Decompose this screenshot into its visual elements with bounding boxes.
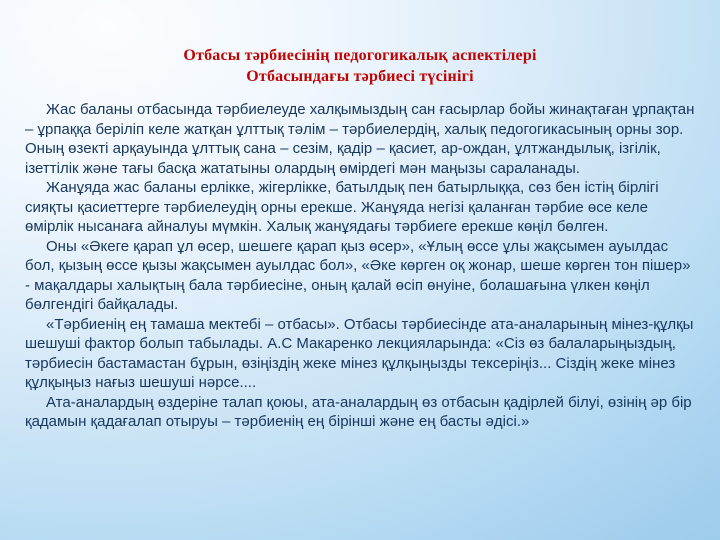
paragraph-parents-demands: Ата-аналардың өздеріне талап қоюы, ата-аналардың өз отбасын қадірлей білуі, өзінің әр бір қадамын қадағалап отыруы – тәрбиенің ең бірінші және ең басты әдісі.» [25, 393, 692, 430]
slide-title [0, 0, 720, 87]
slide-title-line-1: Отбасы тәрбиесінің педогогикалық аспектілері [183, 47, 537, 64]
slide-title-line-2: Отбасындағы тәрбиесі түсінігі [246, 68, 474, 85]
paragraph-proverbs: Оны «Әкеге қарап ұл өсер, шешеге қарап қыз өсер», «Ұлың өссе ұлы жақсымен ауылдас бол, қызың өссе қызы жақсымен ауылдас бол», «Әке көрген оқ жонар, шеше көрген тон пішер» - мақалдары халықтың бала тәрбиесіне, оның қалай өсіп өнуіне, болашағына үлкен көңіл бөлгендігі байқалады. [25, 237, 691, 313]
paragraph-makarenko-quote: «Тәрбиенің ең тамаша мектебі – отбасы». Отбасы тәрбиесінде ата-аналарының мінез-құлқы шешуші фактор болып табылады. А.С Макаренко лекцияларында: «Сіз өз балаларыңыздың, тәрбиесін бастамастан бұрын, өзіңіздің жеке мінез құлқыңызды тексеріңіз... Сіздің жеке мінез құлқыңыз нағыз шешуші нәрсе.... [25, 315, 694, 391]
paragraph-family-qualities: Жанұяда жас баланы ерлікке, жігерлікке, батылдық пен батырлыққа, сөз бен істің бірлігі сияқты қасиеттерге тәрбиелеудің орны ерекше. Жанұяда негізі қаланған тәрбие өсе келе өмірлік нысанаға айналуы мүмкін. Халық жанұядағы тәрбиеге ерекше көңіл бөлген. [25, 179, 659, 235]
slide-body-text [0, 100, 720, 432]
paragraph-family-pedagogy: Жас баланы отбасында тәрбиелеуде халқымыздың сан ғасырлар бойы жинақтаған ұрпақтан – ұрпаққа беріліп келе жатқан ұлттық тәлім – тәрбиелердің, халық педогогикасының орны зор. Оның өзекті арқауында ұлттық сана – сезім, қадір – қасиет, ар-ождан, ұлтжандылық, ізгілік, ізеттілік және тағы басқа жататыны олардың өмірдегі мән маңызы сараланады. [25, 101, 695, 177]
